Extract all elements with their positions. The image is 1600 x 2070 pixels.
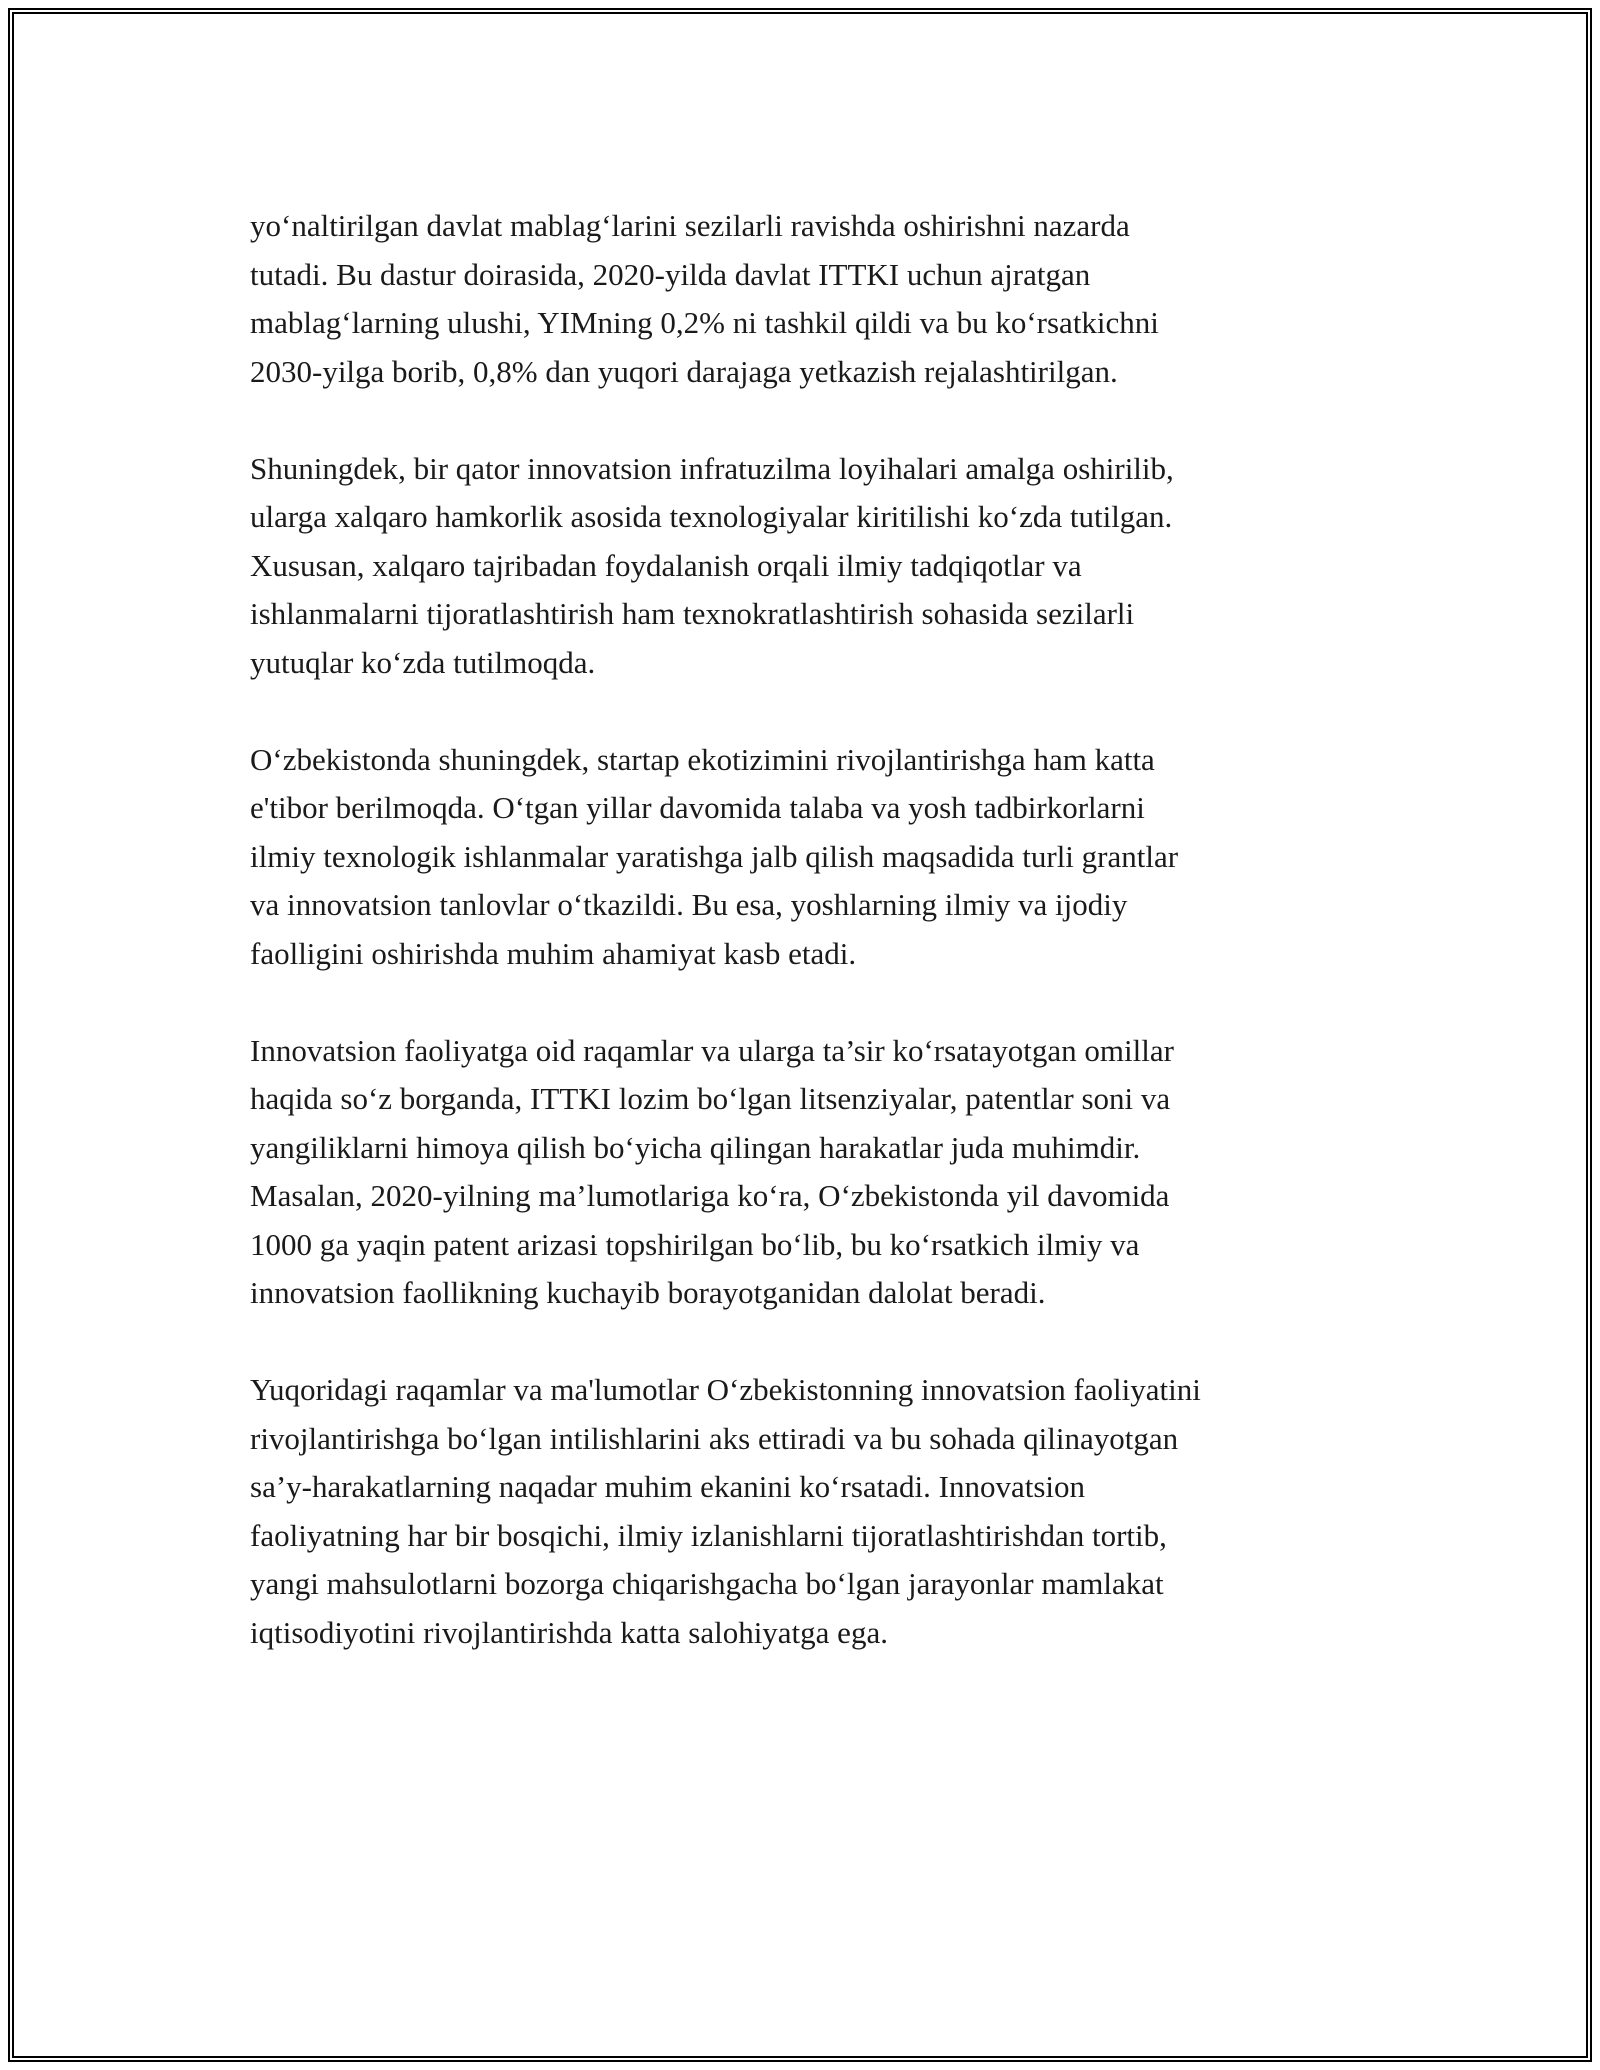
text-line: iqtisodiyotini rivojlantirishda katta salohiyatga ega.: [250, 1614, 888, 1650]
text-line: tutadi. Bu dastur doirasida, 2020-yilda davlat ITTKI uchun ajratgan: [250, 256, 1091, 292]
text-line: innovatsion faollikning kuchayib borayotganidan dalolat beradi.: [250, 1275, 1046, 1310]
paragraph-1: [250, 202, 1400, 396]
text-line: rivojlantirishga bo‘lgan intilishlarini aks ettiradi va bu sohada qilinayotgan: [250, 1420, 1179, 1456]
text-line: ularga xalqaro hamkorlik asosida texnologiyalar kiritilishi ko‘zda tutilgan.: [250, 499, 1173, 534]
text-line: yutuqlar ko‘zda tutilmoqda.: [250, 644, 596, 680]
text-line: ishlanmalarni tijoratlashtirish ham texnokratlashtirish sohasida sezilarli: [250, 596, 1135, 631]
paragraph-2: [250, 445, 1400, 688]
text-line: Yuqoridagi raqamlar va ma'lumotlar O‘zbekistonning innovatsion faoliyatini: [250, 1372, 1201, 1407]
paragraph-5: [250, 1366, 1400, 1657]
text-line: Xususan, xalqaro tajribadan foydalanish orqali ilmiy tadqiqotlar va: [250, 547, 1082, 583]
text-line: O‘zbekistonda shuningdek, startap ekotizimini rivojlantirishga ham katta: [250, 741, 1155, 777]
text-line: sa’y-harakatlarning naqadar muhim ekanini ko‘rsatadi. Innovatsion: [250, 1469, 1086, 1504]
text-line: va innovatsion tanlovlar o‘tkazildi. Bu esa, yoshlarning ilmiy va ijodiy: [250, 887, 1128, 922]
document-body: [250, 202, 1400, 1706]
paragraph-3: [250, 736, 1400, 979]
text-line: Shuningdek, bir qator innovatsion infratuzilma loyihalari amalga oshirilib,: [250, 450, 1174, 486]
text-line: yangi mahsulotlarni bozorga chiqarishgacha bo‘lgan jarayonlar mamlakat: [250, 1566, 1164, 1601]
text-line: faolligini oshirishda muhim ahamiyat kasb etadi.: [250, 935, 857, 971]
text-line: faoliyatning har bir bosqichi, ilmiy izlanishlarni tijoratlashtirishdan tortib,: [250, 1517, 1167, 1553]
text-line: yo‘naltirilgan davlat mablag‘larini sezilarli ravishda oshirishni nazarda: [250, 208, 1130, 243]
text-line: mablag‘larning ulushi, YIMning 0,2% ni tashkil qildi va bu ko‘rsatkichni: [250, 305, 1159, 340]
paragraph-4: [250, 1027, 1400, 1318]
text-line: Innovatsion faoliyatga oid raqamlar va ularga ta’sir ko‘rsatayotgan omillar: [250, 1032, 1174, 1068]
text-line: 2030-yilga borib, 0,8% dan yuqori darajaga yetkazish rejalashtirilgan.: [250, 353, 1118, 389]
text-line: e'tibor berilmoqda. O‘tgan yillar davomida talaba va yosh tadbirkorlarni: [250, 790, 1145, 825]
text-line: ilmiy texnologik ishlanmalar yaratishga jalb qilish maqsadida turli grantlar: [250, 838, 1179, 874]
text-line: 1000 ga yaqin patent arizasi topshirilgan bo‘lib, bu ko‘rsatkich ilmiy va: [250, 1226, 1140, 1262]
text-line: yangiliklarni himoya qilish bo‘yicha qilingan harakatlar juda muhimdir.: [250, 1129, 1141, 1165]
text-line: Masalan, 2020-yilning ma’lumotlariga ko‘ra, O‘zbekistonda yil davomida: [250, 1178, 1170, 1213]
page-border: [8, 8, 1592, 2062]
text-line: haqida so‘z borganda, ITTKI lozim bo‘lgan litsenziyalar, patentlar soni va: [250, 1081, 1171, 1116]
